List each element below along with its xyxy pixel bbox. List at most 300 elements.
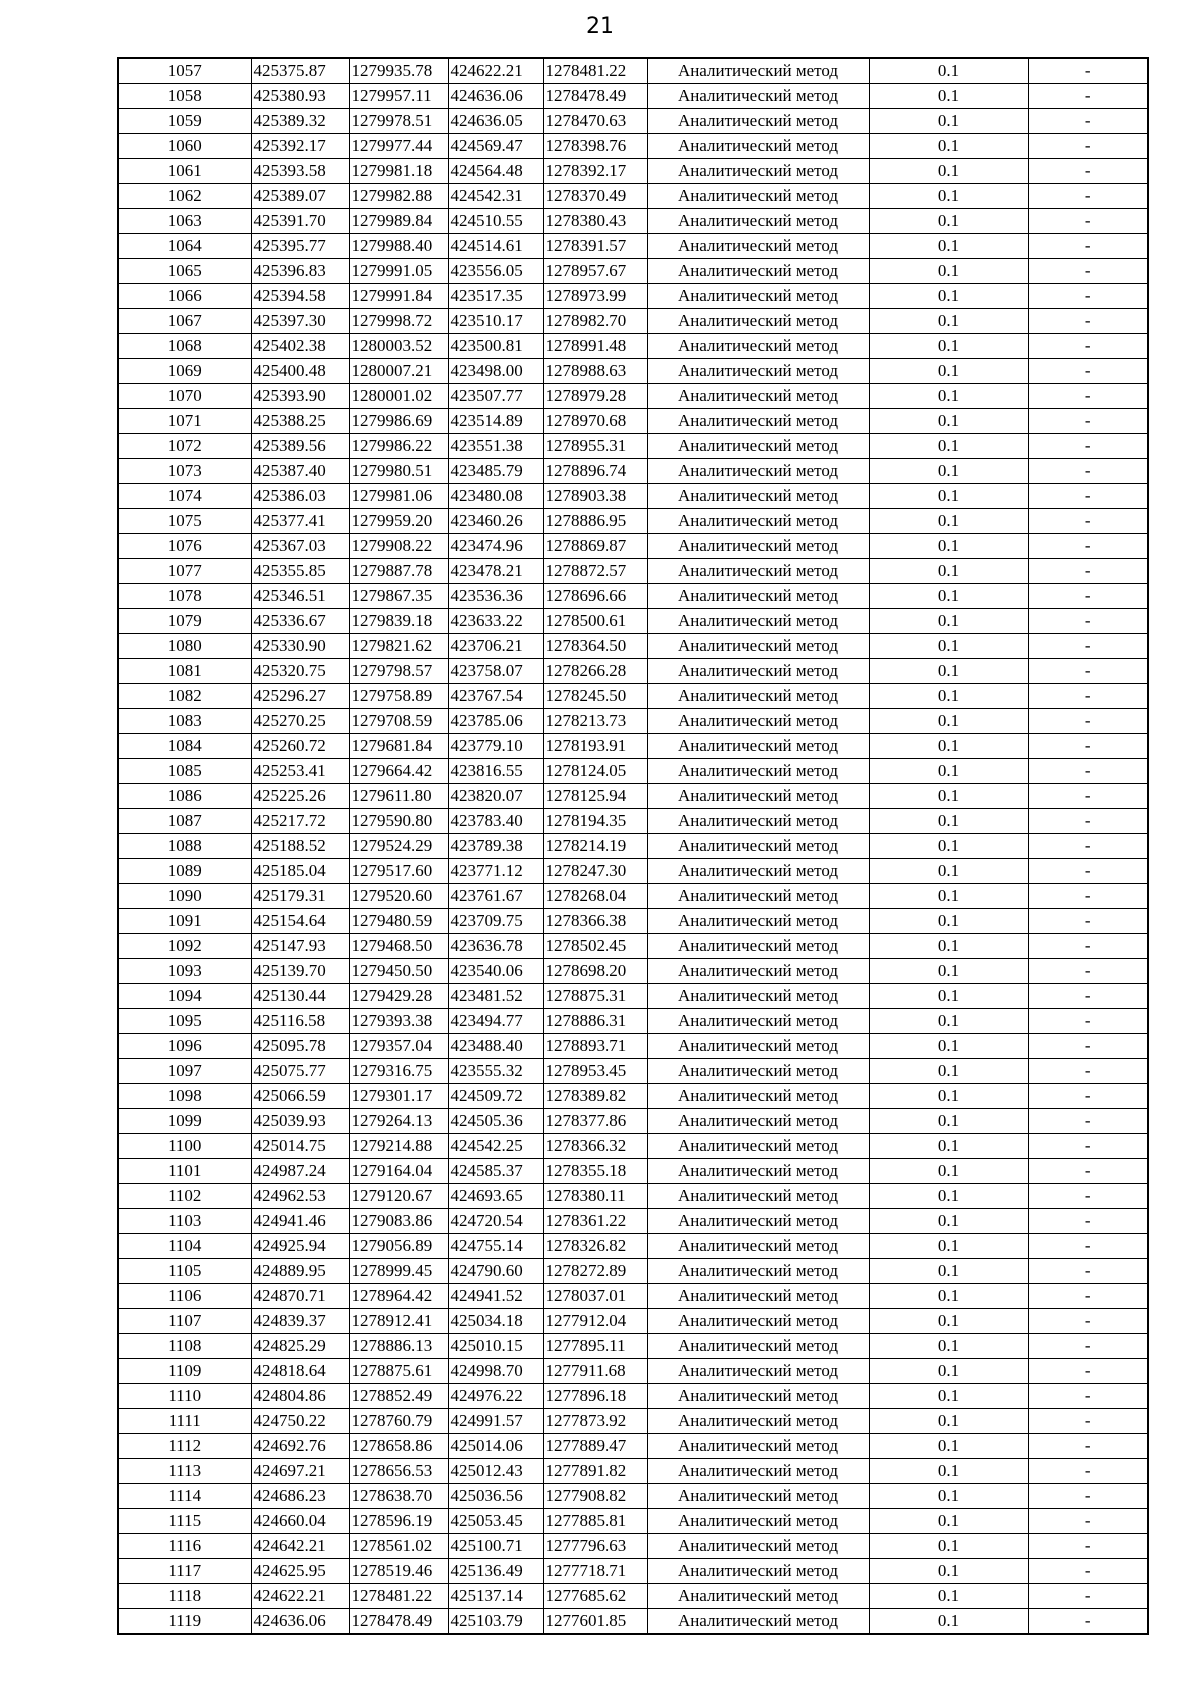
y-coord-2-cell: 1278970.68 — [543, 409, 647, 434]
note-cell: - — [1028, 1034, 1148, 1059]
y-coord-1-cell: 1278658.86 — [349, 1434, 448, 1459]
y-coord-2-cell: 1277896.18 — [543, 1384, 647, 1409]
y-coord-1-cell: 1279991.05 — [349, 259, 448, 284]
y-coord-1-cell: 1279986.22 — [349, 434, 448, 459]
method-cell: Аналитический метод — [647, 1484, 869, 1509]
point-number-cell: 1103 — [118, 1209, 251, 1234]
method-cell: Аналитический метод — [647, 1009, 869, 1034]
note-cell: - — [1028, 759, 1148, 784]
y-coord-1-cell: 1279393.38 — [349, 1009, 448, 1034]
y-coord-2-cell: 1278893.71 — [543, 1034, 647, 1059]
x-coord-2-cell: 423498.00 — [448, 359, 543, 384]
y-coord-2-cell: 1278326.82 — [543, 1234, 647, 1259]
y-coord-2-cell: 1277891.82 — [543, 1459, 647, 1484]
point-number-cell: 1067 — [118, 309, 251, 334]
y-coord-1-cell: 1278875.61 — [349, 1359, 448, 1384]
point-number-cell: 1112 — [118, 1434, 251, 1459]
x-coord-2-cell: 423480.08 — [448, 484, 543, 509]
accuracy-cell: 0.1 — [869, 284, 1028, 309]
note-cell: - — [1028, 559, 1148, 584]
x-coord-1-cell: 425116.58 — [251, 1009, 349, 1034]
method-cell: Аналитический метод — [647, 1309, 869, 1334]
point-number-cell: 1063 — [118, 209, 251, 234]
method-cell: Аналитический метод — [647, 134, 869, 159]
accuracy-cell: 0.1 — [869, 1034, 1028, 1059]
point-number-cell: 1077 — [118, 559, 251, 584]
y-coord-2-cell: 1278124.05 — [543, 759, 647, 784]
y-coord-2-cell: 1278953.45 — [543, 1059, 647, 1084]
y-coord-2-cell: 1278470.63 — [543, 109, 647, 134]
note-cell: - — [1028, 134, 1148, 159]
y-coord-2-cell: 1278366.32 — [543, 1134, 647, 1159]
y-coord-1-cell: 1279357.04 — [349, 1034, 448, 1059]
y-coord-1-cell: 1279264.13 — [349, 1109, 448, 1134]
x-coord-2-cell: 425137.14 — [448, 1584, 543, 1609]
y-coord-1-cell: 1278760.79 — [349, 1409, 448, 1434]
method-cell: Аналитический метод — [647, 1559, 869, 1584]
note-cell: - — [1028, 1534, 1148, 1559]
accuracy-cell: 0.1 — [869, 1309, 1028, 1334]
table-row — [118, 1134, 1148, 1159]
note-cell: - — [1028, 309, 1148, 334]
accuracy-cell: 0.1 — [869, 934, 1028, 959]
note-cell: - — [1028, 1584, 1148, 1609]
method-cell: Аналитический метод — [647, 1284, 869, 1309]
y-coord-2-cell: 1278398.76 — [543, 134, 647, 159]
x-coord-2-cell: 423460.26 — [448, 509, 543, 534]
method-cell: Аналитический метод — [647, 1059, 869, 1084]
point-number-cell: 1075 — [118, 509, 251, 534]
y-coord-2-cell: 1278355.18 — [543, 1159, 647, 1184]
method-cell: Аналитический метод — [647, 809, 869, 834]
x-coord-1-cell: 424925.94 — [251, 1234, 349, 1259]
coordinates-table — [117, 57, 1149, 1635]
note-cell: - — [1028, 1009, 1148, 1034]
y-coord-2-cell: 1278366.38 — [543, 909, 647, 934]
y-coord-2-cell: 1277601.85 — [543, 1609, 647, 1635]
point-number-cell: 1084 — [118, 734, 251, 759]
y-coord-2-cell: 1278903.38 — [543, 484, 647, 509]
table-row — [118, 234, 1148, 259]
accuracy-cell: 0.1 — [869, 1234, 1028, 1259]
y-coord-1-cell: 1279981.06 — [349, 484, 448, 509]
x-coord-1-cell: 425391.70 — [251, 209, 349, 234]
accuracy-cell: 0.1 — [869, 834, 1028, 859]
method-cell: Аналитический метод — [647, 734, 869, 759]
accuracy-cell: 0.1 — [869, 659, 1028, 684]
method-cell: Аналитический метод — [647, 84, 869, 109]
point-number-cell: 1081 — [118, 659, 251, 684]
note-cell: - — [1028, 109, 1148, 134]
x-coord-1-cell: 425393.58 — [251, 159, 349, 184]
x-coord-1-cell: 425377.41 — [251, 509, 349, 534]
y-coord-2-cell: 1277912.04 — [543, 1309, 647, 1334]
x-coord-2-cell: 425012.43 — [448, 1459, 543, 1484]
x-coord-2-cell: 424720.54 — [448, 1209, 543, 1234]
point-number-cell: 1111 — [118, 1409, 251, 1434]
y-coord-1-cell: 1278478.49 — [349, 1609, 448, 1635]
accuracy-cell: 0.1 — [869, 1484, 1028, 1509]
y-coord-1-cell: 1279664.42 — [349, 759, 448, 784]
method-cell: Аналитический метод — [647, 1184, 869, 1209]
y-coord-1-cell: 1279986.69 — [349, 409, 448, 434]
x-coord-2-cell: 423478.21 — [448, 559, 543, 584]
table-row — [118, 784, 1148, 809]
table-row — [118, 909, 1148, 934]
x-coord-2-cell: 423556.05 — [448, 259, 543, 284]
accuracy-cell: 0.1 — [869, 134, 1028, 159]
x-coord-2-cell: 423488.40 — [448, 1034, 543, 1059]
x-coord-1-cell: 425386.03 — [251, 484, 349, 509]
table-row — [118, 184, 1148, 209]
x-coord-1-cell: 425260.72 — [251, 734, 349, 759]
x-coord-2-cell: 423514.89 — [448, 409, 543, 434]
table-row — [118, 809, 1148, 834]
table-row — [118, 159, 1148, 184]
accuracy-cell: 0.1 — [869, 184, 1028, 209]
y-coord-1-cell: 1279959.20 — [349, 509, 448, 534]
note-cell: - — [1028, 58, 1148, 84]
y-coord-2-cell: 1278245.50 — [543, 684, 647, 709]
point-number-cell: 1057 — [118, 58, 251, 84]
point-number-cell: 1086 — [118, 784, 251, 809]
x-coord-1-cell: 424839.37 — [251, 1309, 349, 1334]
accuracy-cell: 0.1 — [869, 734, 1028, 759]
x-coord-2-cell: 423761.67 — [448, 884, 543, 909]
note-cell: - — [1028, 709, 1148, 734]
accuracy-cell: 0.1 — [869, 409, 1028, 434]
note-cell: - — [1028, 184, 1148, 209]
table-row — [118, 84, 1148, 109]
method-cell: Аналитический метод — [647, 934, 869, 959]
x-coord-2-cell: 424941.52 — [448, 1284, 543, 1309]
note-cell: - — [1028, 1384, 1148, 1409]
table-row — [118, 58, 1148, 84]
accuracy-cell: 0.1 — [869, 1259, 1028, 1284]
table-body — [118, 58, 1148, 1634]
x-coord-2-cell: 423706.21 — [448, 634, 543, 659]
accuracy-cell: 0.1 — [869, 684, 1028, 709]
x-coord-1-cell: 425400.48 — [251, 359, 349, 384]
point-number-cell: 1108 — [118, 1334, 251, 1359]
note-cell: - — [1028, 634, 1148, 659]
table-row — [118, 459, 1148, 484]
x-coord-1-cell: 425389.56 — [251, 434, 349, 459]
x-coord-1-cell: 425320.75 — [251, 659, 349, 684]
x-coord-1-cell: 424825.29 — [251, 1334, 349, 1359]
note-cell: - — [1028, 534, 1148, 559]
method-cell: Аналитический метод — [647, 709, 869, 734]
y-coord-2-cell: 1278886.31 — [543, 1009, 647, 1034]
x-coord-1-cell: 425389.32 — [251, 109, 349, 134]
accuracy-cell: 0.1 — [869, 84, 1028, 109]
y-coord-1-cell: 1279982.88 — [349, 184, 448, 209]
method-cell: Аналитический метод — [647, 634, 869, 659]
y-coord-1-cell: 1279681.84 — [349, 734, 448, 759]
accuracy-cell: 0.1 — [869, 909, 1028, 934]
point-number-cell: 1061 — [118, 159, 251, 184]
table-row — [118, 1259, 1148, 1284]
y-coord-1-cell: 1279316.75 — [349, 1059, 448, 1084]
method-cell: Аналитический метод — [647, 509, 869, 534]
accuracy-cell: 0.1 — [869, 434, 1028, 459]
accuracy-cell: 0.1 — [869, 959, 1028, 984]
page-number: 21 — [586, 14, 614, 39]
point-number-cell: 1068 — [118, 334, 251, 359]
x-coord-1-cell: 425367.03 — [251, 534, 349, 559]
method-cell: Аналитический метод — [647, 409, 869, 434]
y-coord-2-cell: 1278268.04 — [543, 884, 647, 909]
method-cell: Аналитический метод — [647, 784, 869, 809]
note-cell: - — [1028, 359, 1148, 384]
note-cell: - — [1028, 884, 1148, 909]
y-coord-2-cell: 1278979.28 — [543, 384, 647, 409]
x-coord-1-cell: 425397.30 — [251, 309, 349, 334]
table-row — [118, 1459, 1148, 1484]
x-coord-2-cell: 423709.75 — [448, 909, 543, 934]
accuracy-cell: 0.1 — [869, 809, 1028, 834]
note-cell: - — [1028, 259, 1148, 284]
point-number-cell: 1102 — [118, 1184, 251, 1209]
method-cell: Аналитический метод — [647, 959, 869, 984]
note-cell: - — [1028, 1309, 1148, 1334]
accuracy-cell: 0.1 — [869, 1459, 1028, 1484]
note-cell: - — [1028, 1359, 1148, 1384]
method-cell: Аналитический метод — [647, 684, 869, 709]
y-coord-2-cell: 1278872.57 — [543, 559, 647, 584]
point-number-cell: 1089 — [118, 859, 251, 884]
note-cell: - — [1028, 684, 1148, 709]
accuracy-cell: 0.1 — [869, 1609, 1028, 1635]
y-coord-1-cell: 1278656.53 — [349, 1459, 448, 1484]
x-coord-2-cell: 424542.31 — [448, 184, 543, 209]
table-row — [118, 1059, 1148, 1084]
y-coord-1-cell: 1279120.67 — [349, 1184, 448, 1209]
table-row — [118, 659, 1148, 684]
x-coord-1-cell: 424660.04 — [251, 1509, 349, 1534]
method-cell: Аналитический метод — [647, 459, 869, 484]
point-number-cell: 1065 — [118, 259, 251, 284]
note-cell: - — [1028, 659, 1148, 684]
y-coord-2-cell: 1277908.82 — [543, 1484, 647, 1509]
point-number-cell: 1073 — [118, 459, 251, 484]
note-cell: - — [1028, 1284, 1148, 1309]
x-coord-1-cell: 424697.21 — [251, 1459, 349, 1484]
method-cell: Аналитический метод — [647, 859, 869, 884]
x-coord-1-cell: 425346.51 — [251, 584, 349, 609]
x-coord-2-cell: 423785.06 — [448, 709, 543, 734]
method-cell: Аналитический метод — [647, 109, 869, 134]
y-coord-1-cell: 1279480.59 — [349, 909, 448, 934]
y-coord-1-cell: 1280003.52 — [349, 334, 448, 359]
x-coord-2-cell: 424569.47 — [448, 134, 543, 159]
x-coord-1-cell: 424642.21 — [251, 1534, 349, 1559]
accuracy-cell: 0.1 — [869, 759, 1028, 784]
table-row — [118, 934, 1148, 959]
y-coord-2-cell: 1278392.17 — [543, 159, 647, 184]
note-cell: - — [1028, 1334, 1148, 1359]
y-coord-2-cell: 1278193.91 — [543, 734, 647, 759]
x-coord-2-cell: 424542.25 — [448, 1134, 543, 1159]
x-coord-1-cell: 425395.77 — [251, 234, 349, 259]
x-coord-2-cell: 423494.77 — [448, 1009, 543, 1034]
y-coord-1-cell: 1279980.51 — [349, 459, 448, 484]
x-coord-1-cell: 425075.77 — [251, 1059, 349, 1084]
point-number-cell: 1069 — [118, 359, 251, 384]
accuracy-cell: 0.1 — [869, 534, 1028, 559]
x-coord-2-cell: 425034.18 — [448, 1309, 543, 1334]
x-coord-2-cell: 424790.60 — [448, 1259, 543, 1284]
y-coord-1-cell: 1278561.02 — [349, 1534, 448, 1559]
x-coord-1-cell: 424636.06 — [251, 1609, 349, 1635]
point-number-cell: 1072 — [118, 434, 251, 459]
note-cell: - — [1028, 1559, 1148, 1584]
method-cell: Аналитический метод — [647, 1384, 869, 1409]
point-number-cell: 1119 — [118, 1609, 251, 1635]
method-cell: Аналитический метод — [647, 534, 869, 559]
table-row — [118, 134, 1148, 159]
x-coord-1-cell: 425336.67 — [251, 609, 349, 634]
point-number-cell: 1059 — [118, 109, 251, 134]
x-coord-2-cell: 423789.38 — [448, 834, 543, 859]
table-row — [118, 1009, 1148, 1034]
point-number-cell: 1101 — [118, 1159, 251, 1184]
y-coord-2-cell: 1277895.11 — [543, 1334, 647, 1359]
note-cell: - — [1028, 1059, 1148, 1084]
y-coord-2-cell: 1277889.47 — [543, 1434, 647, 1459]
y-coord-1-cell: 1279429.28 — [349, 984, 448, 1009]
x-coord-1-cell: 424870.71 — [251, 1284, 349, 1309]
point-number-cell: 1105 — [118, 1259, 251, 1284]
table-row — [118, 959, 1148, 984]
y-coord-2-cell: 1277796.63 — [543, 1534, 647, 1559]
point-number-cell: 1095 — [118, 1009, 251, 1034]
y-coord-1-cell: 1279164.04 — [349, 1159, 448, 1184]
x-coord-1-cell: 425225.26 — [251, 784, 349, 809]
x-coord-1-cell: 425393.90 — [251, 384, 349, 409]
x-coord-1-cell: 425188.52 — [251, 834, 349, 859]
y-coord-1-cell: 1279611.80 — [349, 784, 448, 809]
note-cell: - — [1028, 1434, 1148, 1459]
table-row — [118, 859, 1148, 884]
x-coord-1-cell: 424622.21 — [251, 1584, 349, 1609]
x-coord-2-cell: 423500.81 — [448, 334, 543, 359]
x-coord-2-cell: 424693.65 — [448, 1184, 543, 1209]
note-cell: - — [1028, 234, 1148, 259]
y-coord-1-cell: 1279908.22 — [349, 534, 448, 559]
accuracy-cell: 0.1 — [869, 984, 1028, 1009]
table-row — [118, 1109, 1148, 1134]
x-coord-2-cell: 423555.32 — [448, 1059, 543, 1084]
point-number-cell: 1062 — [118, 184, 251, 209]
method-cell: Аналитический метод — [647, 384, 869, 409]
x-coord-1-cell: 424818.64 — [251, 1359, 349, 1384]
x-coord-2-cell: 425136.49 — [448, 1559, 543, 1584]
x-coord-2-cell: 423758.07 — [448, 659, 543, 684]
accuracy-cell: 0.1 — [869, 1184, 1028, 1209]
accuracy-cell: 0.1 — [869, 1134, 1028, 1159]
note-cell: - — [1028, 1234, 1148, 1259]
x-coord-1-cell: 425330.90 — [251, 634, 349, 659]
accuracy-cell: 0.1 — [869, 884, 1028, 909]
point-number-cell: 1080 — [118, 634, 251, 659]
table-row — [118, 534, 1148, 559]
y-coord-1-cell: 1279214.88 — [349, 1134, 448, 1159]
table-row — [118, 334, 1148, 359]
x-coord-1-cell: 424804.86 — [251, 1384, 349, 1409]
accuracy-cell: 0.1 — [869, 859, 1028, 884]
x-coord-2-cell: 425036.56 — [448, 1484, 543, 1509]
table-row — [118, 1484, 1148, 1509]
point-number-cell: 1107 — [118, 1309, 251, 1334]
point-number-cell: 1090 — [118, 884, 251, 909]
x-coord-1-cell: 424686.23 — [251, 1484, 349, 1509]
accuracy-cell: 0.1 — [869, 784, 1028, 809]
y-coord-2-cell: 1278389.82 — [543, 1084, 647, 1109]
method-cell: Аналитический метод — [647, 1234, 869, 1259]
table-row — [118, 1384, 1148, 1409]
table-row — [118, 1209, 1148, 1234]
accuracy-cell: 0.1 — [869, 359, 1028, 384]
y-coord-1-cell: 1279056.89 — [349, 1234, 448, 1259]
method-cell: Аналитический метод — [647, 1109, 869, 1134]
note-cell: - — [1028, 484, 1148, 509]
accuracy-cell: 0.1 — [869, 1359, 1028, 1384]
x-coord-1-cell: 425154.64 — [251, 909, 349, 934]
x-coord-2-cell: 423636.78 — [448, 934, 543, 959]
accuracy-cell: 0.1 — [869, 1559, 1028, 1584]
point-number-cell: 1079 — [118, 609, 251, 634]
method-cell: Аналитический метод — [647, 284, 869, 309]
y-coord-2-cell: 1278391.57 — [543, 234, 647, 259]
x-coord-1-cell: 425296.27 — [251, 684, 349, 709]
y-coord-1-cell: 1280001.02 — [349, 384, 448, 409]
y-coord-2-cell: 1278364.50 — [543, 634, 647, 659]
table-row — [118, 709, 1148, 734]
x-coord-2-cell: 424505.36 — [448, 1109, 543, 1134]
y-coord-2-cell: 1278991.48 — [543, 334, 647, 359]
note-cell: - — [1028, 409, 1148, 434]
table-row — [118, 1309, 1148, 1334]
y-coord-1-cell: 1278481.22 — [349, 1584, 448, 1609]
method-cell: Аналитический метод — [647, 1509, 869, 1534]
y-coord-1-cell: 1278638.70 — [349, 1484, 448, 1509]
x-coord-1-cell: 425039.93 — [251, 1109, 349, 1134]
x-coord-2-cell: 424510.55 — [448, 209, 543, 234]
method-cell: Аналитический метод — [647, 259, 869, 284]
accuracy-cell: 0.1 — [869, 1084, 1028, 1109]
note-cell: - — [1028, 909, 1148, 934]
table-row — [118, 684, 1148, 709]
accuracy-cell: 0.1 — [869, 1284, 1028, 1309]
x-coord-1-cell: 425179.31 — [251, 884, 349, 909]
x-coord-1-cell: 425095.78 — [251, 1034, 349, 1059]
x-coord-1-cell: 425130.44 — [251, 984, 349, 1009]
y-coord-1-cell: 1279977.44 — [349, 134, 448, 159]
x-coord-1-cell: 425253.41 — [251, 759, 349, 784]
note-cell: - — [1028, 334, 1148, 359]
x-coord-1-cell: 424750.22 — [251, 1409, 349, 1434]
x-coord-1-cell: 425388.25 — [251, 409, 349, 434]
y-coord-1-cell: 1279450.50 — [349, 959, 448, 984]
y-coord-2-cell: 1278896.74 — [543, 459, 647, 484]
point-number-cell: 1085 — [118, 759, 251, 784]
y-coord-1-cell: 1279468.50 — [349, 934, 448, 959]
point-number-cell: 1091 — [118, 909, 251, 934]
note-cell: - — [1028, 434, 1148, 459]
method-cell: Аналитический метод — [647, 559, 869, 584]
table-row — [118, 209, 1148, 234]
